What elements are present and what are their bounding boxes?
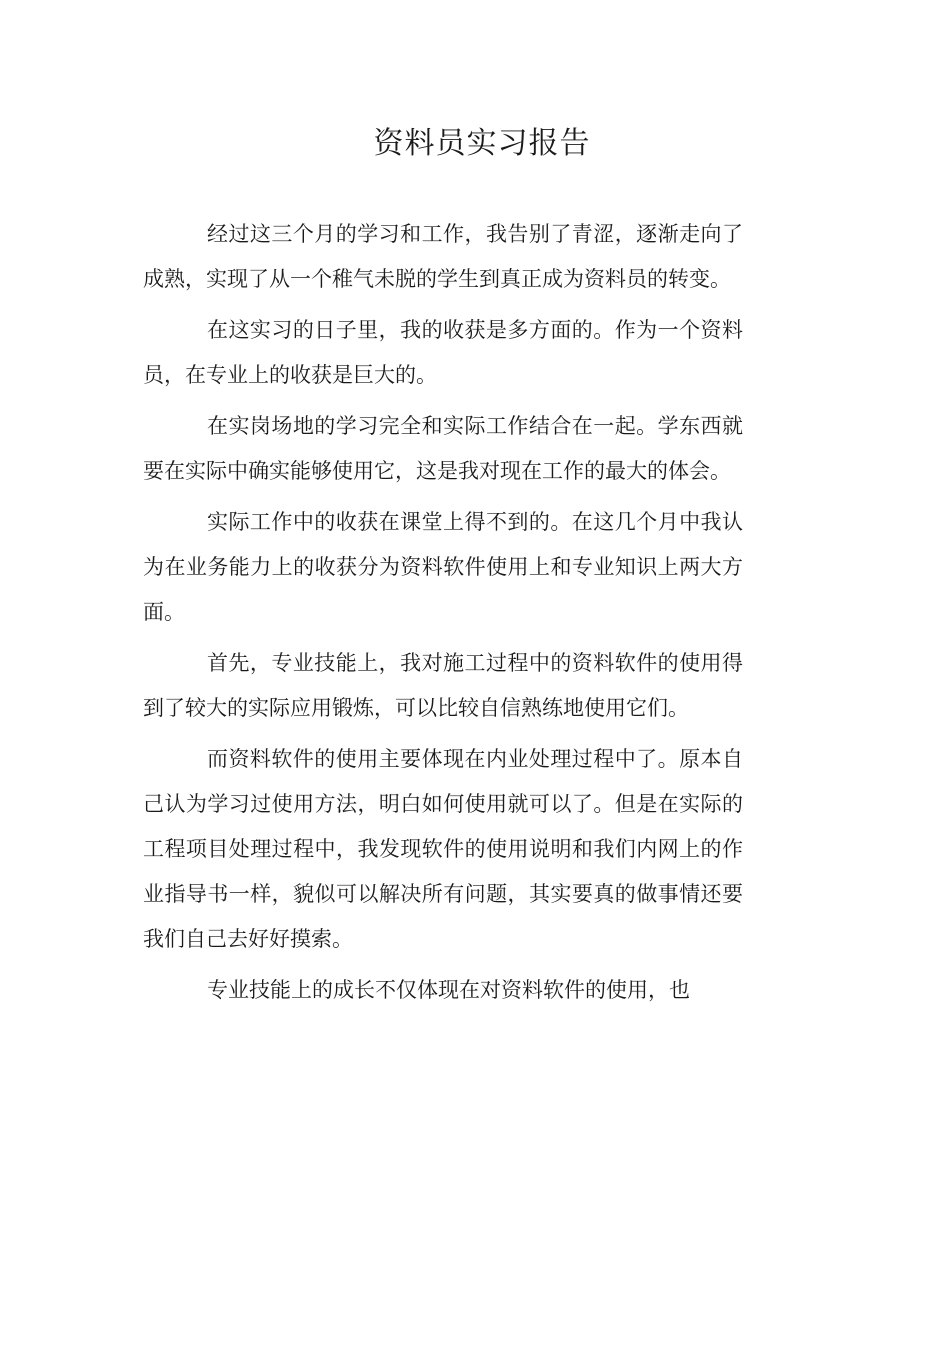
paragraph: 在这实习的日子里，我的收获是多方面的。作为一个资料员，在专业上的收获是巨大的。 — [143, 318, 743, 387]
paragraph: 在实岗场地的学习完全和实际工作结合在一起。学东西就要在实际中确实能够使用它，这是我对现在工作的最大的体会。 — [143, 414, 743, 483]
paragraph: 首先，专业技能上，我对施工过程中的资料软件的使用得到了较大的实际应用锻炼，可以比较自信熟练地使用它们。 — [143, 651, 743, 720]
paragraph: 专业技能上的成长不仅体现在对资料软件的使用，也 — [207, 978, 690, 1002]
document-title: 资料员实习报告 — [373, 126, 591, 161]
paragraph: 经过这三个月的学习和工作，我告别了青涩，逐渐走向了成熟，实现了从一个稚气未脱的学生到真正成为资料员的转变。 — [143, 222, 743, 291]
paragraph: 实际工作中的收获在课堂上得不到的。在这几个月中我认为在业务能力上的收获分为资料软件使用上和专业知识上两大方面。 — [143, 510, 743, 624]
paragraph: 而资料软件的使用主要体现在内业处理过程中了。原本自己认为学习过使用方法，明白如何使用就可以了。但是在实际的工程项目处理过程中，我发现软件的使用说明和我们内网上的作业指导书一样，貌似可以解决所有问题，其实要真的做事情还要我们自己去好好摸索。 — [143, 747, 743, 951]
document-body — [143, 212, 743, 1019]
